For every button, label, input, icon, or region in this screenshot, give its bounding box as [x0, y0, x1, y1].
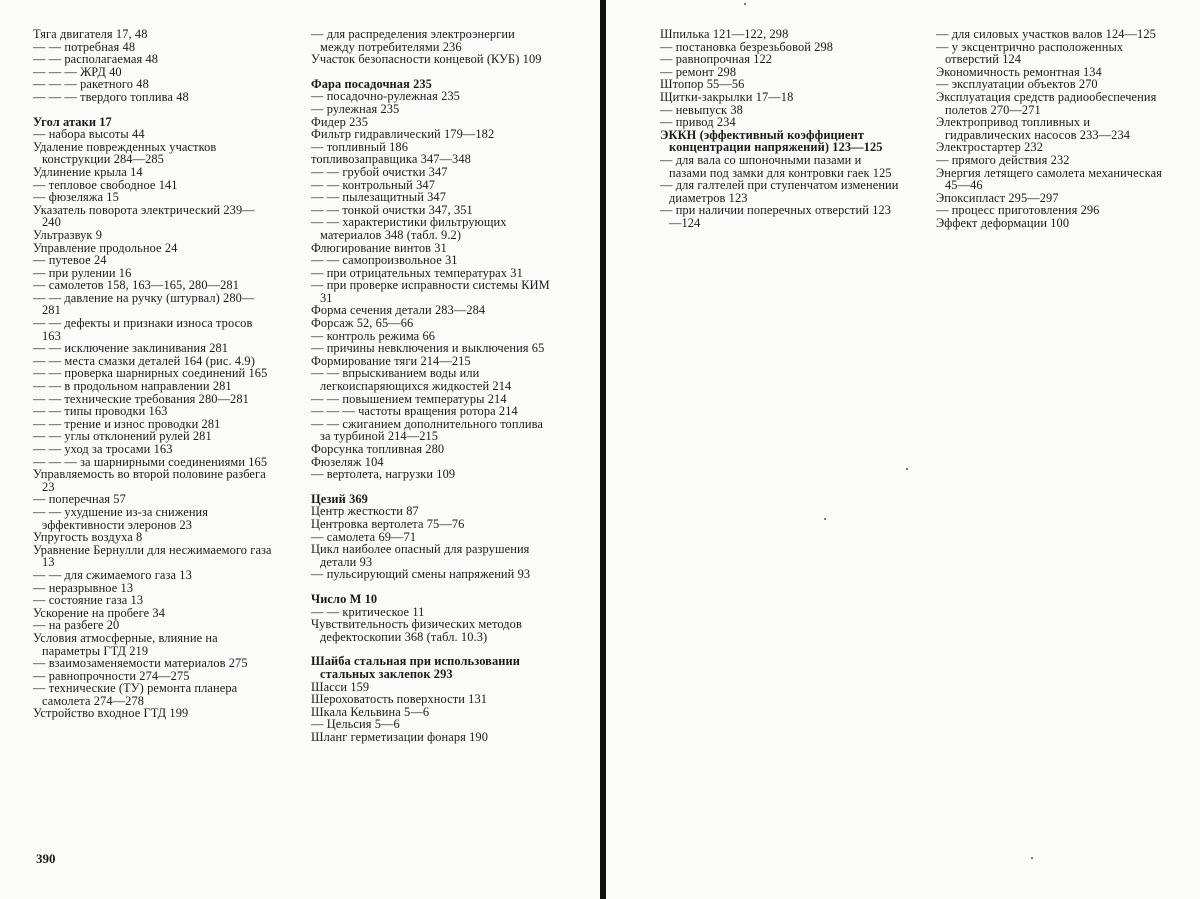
index-subentry: — привод 234: [660, 115, 736, 130]
index-subentry: — — — твердого топлива 48: [33, 89, 189, 104]
index-subentry: — контроль режима 66: [311, 328, 436, 343]
index-subentry: — — — ракетного 48: [33, 77, 149, 92]
index-subentry: — — проверка шарнирных соединений 165: [33, 366, 268, 381]
index-entry: Энергия летящего самолета механическая 45—46: [936, 165, 1162, 193]
index-subentry: — — тонкой очистки 347, 351: [311, 202, 473, 217]
index-subentry: — — технические требования 280—281: [33, 391, 249, 406]
index-entry: Центровка вертолета 75—76: [311, 516, 465, 531]
index-entry: Шланг герметизации фонаря 190: [311, 729, 489, 744]
index-subentry: — на разбеге 20: [33, 618, 120, 633]
index-subentry: — невыпуск 38: [660, 102, 743, 117]
index-subentry: — — характеристики фильтрующих материалов 348 (табл. 9.2): [311, 215, 507, 242]
index-subentry: — — места смазки деталей 164 (рис. 4.9): [33, 353, 255, 368]
index-entry: Фюзеляж 104: [311, 454, 384, 469]
index-subentry: — — типы проводки 163: [33, 404, 168, 419]
index-subentry: — — самопроизвольное 31: [311, 253, 458, 268]
index-subentry: — фюзеляжа 15: [33, 190, 119, 205]
index-subentry: — эксплуатации объектов 270: [936, 77, 1098, 92]
index-subentry: — — — за шарнирными соединениями 165: [33, 454, 268, 469]
index-subentry: — постановка безрезьбовой 298: [660, 39, 834, 54]
scan-speck: [744, 3, 746, 5]
index-subentry: — — потребная 48: [33, 39, 136, 54]
index-entry: Центр жесткости 87: [311, 504, 419, 519]
index-subentry: — — — частоты вращения ротора 214: [311, 404, 518, 419]
index-subentry: — путевое 24: [33, 253, 107, 268]
index-subentry: — для вала со шпоночными пазами и пазами под замки для контровки гаек 125: [660, 152, 892, 180]
scan-speck: [1031, 857, 1033, 859]
index-entry: Условия атмосферные, влияние на параметры ГТД 219: [33, 630, 218, 658]
index-subentry: — — в продольном направлении 281: [33, 379, 232, 394]
index-entry: Форсунка топливная 280: [311, 442, 445, 456]
scan-speck: [824, 518, 826, 520]
index-subentry: — топливный 186: [311, 139, 409, 154]
index-subentry: — — ухудшение из-за снижения эффективности элеронов 23: [33, 504, 209, 532]
scan-speck: [906, 468, 908, 470]
index-entry: Удаление поврежденных участков конструкции 284—285: [33, 139, 217, 167]
index-subentry: — — пылезащитный 347: [311, 190, 447, 205]
index-entry: Тяга двигателя 17, 48: [33, 27, 148, 41]
index-subentry: — — сжиганием дополнительного топлива за турбиной 214—215: [311, 416, 543, 444]
index-entry: Шероховатость поверхности 131: [311, 692, 488, 707]
index-subentry: — — повышением температуры 214: [311, 391, 507, 406]
entry-gap: [33, 104, 273, 116]
index-subentry: — для галтелей при ступенчатом изменении диаметров 123: [660, 178, 899, 205]
index-entry: Электропривод топливных и гидравлических насосов 233—234: [936, 115, 1131, 142]
index-subentry: — — углы отклонений рулей 281: [33, 429, 212, 444]
index-entry: Шкала Кельвина 5—6: [311, 704, 430, 719]
index-subentry: — вертолета, нагрузки 109: [311, 467, 456, 482]
index-subentry: — процесс приготовления 296: [936, 203, 1100, 218]
index-subentry: — при рулении 16: [33, 265, 132, 280]
index-entry: Цикл наиболее опасный для разрушения детали 93: [311, 542, 530, 569]
index-subentry: — — контрольный 347: [311, 177, 435, 192]
index-entry: Форсаж 52, 65—66: [311, 316, 414, 331]
entry-gap: [311, 66, 551, 78]
index-entry: ЭККН (эффективный коэффициент концентрации напряжений) 123—125: [660, 127, 883, 155]
index-entry: Устройство входное ГТД 199: [33, 706, 189, 721]
index-entry: Шпилька 121—122, 298: [660, 27, 789, 41]
index-subentry: — при наличии поперечных отверстий 123—124: [660, 203, 892, 230]
index-subentry: — набора высоты 44: [33, 127, 145, 142]
index-subentry: — — грубой очистки 347: [311, 164, 448, 179]
index-subentry: — неразрывное 13: [33, 580, 134, 595]
index-subentry: — при проверке исправности системы КИМ 31: [311, 278, 550, 305]
index-entry: Эпоксипласт 295—297: [936, 190, 1059, 205]
index-subentry: — пульсирующий смены напряжений 93: [311, 567, 531, 582]
index-subentry: — тепловое свободное 141: [33, 177, 178, 192]
index-entry: Удлинение крыла 14: [33, 164, 143, 179]
right-page: [606, 0, 1200, 899]
index-entry: Число М 10: [311, 591, 378, 606]
index-subentry: — технические (ТУ) ремонта планера самолета 274—278: [33, 681, 238, 708]
index-entry: Управляемость во второй половине разбега 23: [33, 467, 266, 494]
index-subentry: — взаимозаменяемости материалов 275: [33, 656, 248, 671]
index-entry: Электростартер 232: [936, 140, 1044, 155]
index-column-1: [33, 28, 273, 720]
page-number: 390: [36, 851, 56, 866]
index-subentry: — равнопрочная 122: [660, 52, 773, 67]
index-entry: Шасси 159: [311, 679, 370, 694]
index-entry: Штопор 55—56: [660, 77, 745, 92]
index-entry: Фильтр гидравлический 179—182: [311, 127, 495, 142]
index-subentry: — Цельсия 5—6: [311, 717, 400, 732]
index-entry: Упругость воздуха 8: [33, 530, 143, 545]
index-entry: Ультразвук 9: [33, 227, 103, 242]
index-column-3: [660, 28, 900, 230]
index-subentry: — рулежная 235: [311, 101, 400, 116]
index-entry: топливозаправщика 347—348: [311, 152, 471, 167]
index-entry: Форма сечения детали 283—284: [311, 303, 486, 318]
index-subentry: — самолетов 158, 163—165, 280—281: [33, 278, 239, 293]
index-subentry: — ремонт 298: [660, 64, 737, 79]
index-subentry: — — критическое 11: [311, 604, 425, 619]
index-entry: Фара посадочная 235: [311, 76, 432, 91]
index-entry: Уравнение Бернулли для несжимаемого газа 13: [33, 542, 272, 570]
index-subentry: — — для сжимаемого газа 13: [33, 567, 192, 582]
index-subentry: — — уход за тросами 163: [33, 442, 173, 456]
index-entry: Щитки-закрылки 17—18: [660, 89, 794, 104]
index-entry: Цезий 369: [311, 491, 368, 506]
index-subentry: — самолета 69—71: [311, 529, 417, 544]
index-column-4: [936, 28, 1176, 230]
index-subentry: — при отрицательных температурах 31: [311, 265, 523, 280]
index-entry: Чувствительность физических методов дефектоскопии 368 (табл. 10.3): [311, 617, 522, 644]
index-entry: Флюгирование винтов 31: [311, 240, 447, 255]
index-subentry: — — располагаемая 48: [33, 52, 159, 67]
index-column-2: [311, 28, 551, 743]
index-entry: Ускорение на пробеге 34: [33, 605, 166, 620]
index-entry: Угол атаки 17: [33, 114, 112, 129]
index-subentry: — для распределения электроэнергии между потребителями 236: [311, 27, 515, 54]
index-subentry: — — дефекты и признаки износа тросов 163: [33, 316, 253, 343]
index-entry: Экономичность ремонтная 134: [936, 64, 1102, 79]
index-subentry: — поперечная 57: [33, 492, 126, 507]
index-subentry: — для силовых участков валов 124—125: [936, 27, 1156, 41]
index-entry: Шайба стальная при использовании стальных заклепок 293: [311, 654, 520, 681]
index-subentry: — — исключение заклинивания 281: [33, 341, 229, 356]
index-entry: Указатель поворота электрический 239—240: [33, 202, 255, 230]
index-entry: Эксплуатация средств радиообеспечения полетов 270—271: [936, 89, 1157, 117]
index-subentry: — прямого действия 232: [936, 152, 1070, 167]
index-entry: Формирование тяги 214—215: [311, 353, 471, 368]
index-entry: Фидер 235: [311, 114, 369, 129]
index-entry: Участок безопасности концевой (КУБ) 109: [311, 52, 542, 67]
index-subentry: — — давление на ручку (штурвал) 280—281: [33, 290, 255, 318]
entry-gap: [311, 481, 551, 493]
index-subentry: — равнопрочности 274—275: [33, 668, 190, 683]
index-subentry: — — трение и износ проводки 281: [33, 416, 221, 431]
index-subentry: — состояние газа 13: [33, 593, 144, 608]
index-subentry: — у эксцентрично расположенных отверстий 124: [936, 39, 1124, 67]
index-entry: Управление продольное 24: [33, 240, 178, 255]
index-subentry: — посадочно-рулежная 235: [311, 89, 460, 104]
index-subentry: — причины невключения и выключения 65: [311, 341, 545, 356]
index-subentry: — — — ЖРД 40: [33, 64, 122, 79]
index-entry: Эффект деформации 100: [936, 215, 1070, 230]
index-subentry: — — впрыскиванием воды или легкоиспаряющихся жидкостей 214: [311, 366, 512, 394]
